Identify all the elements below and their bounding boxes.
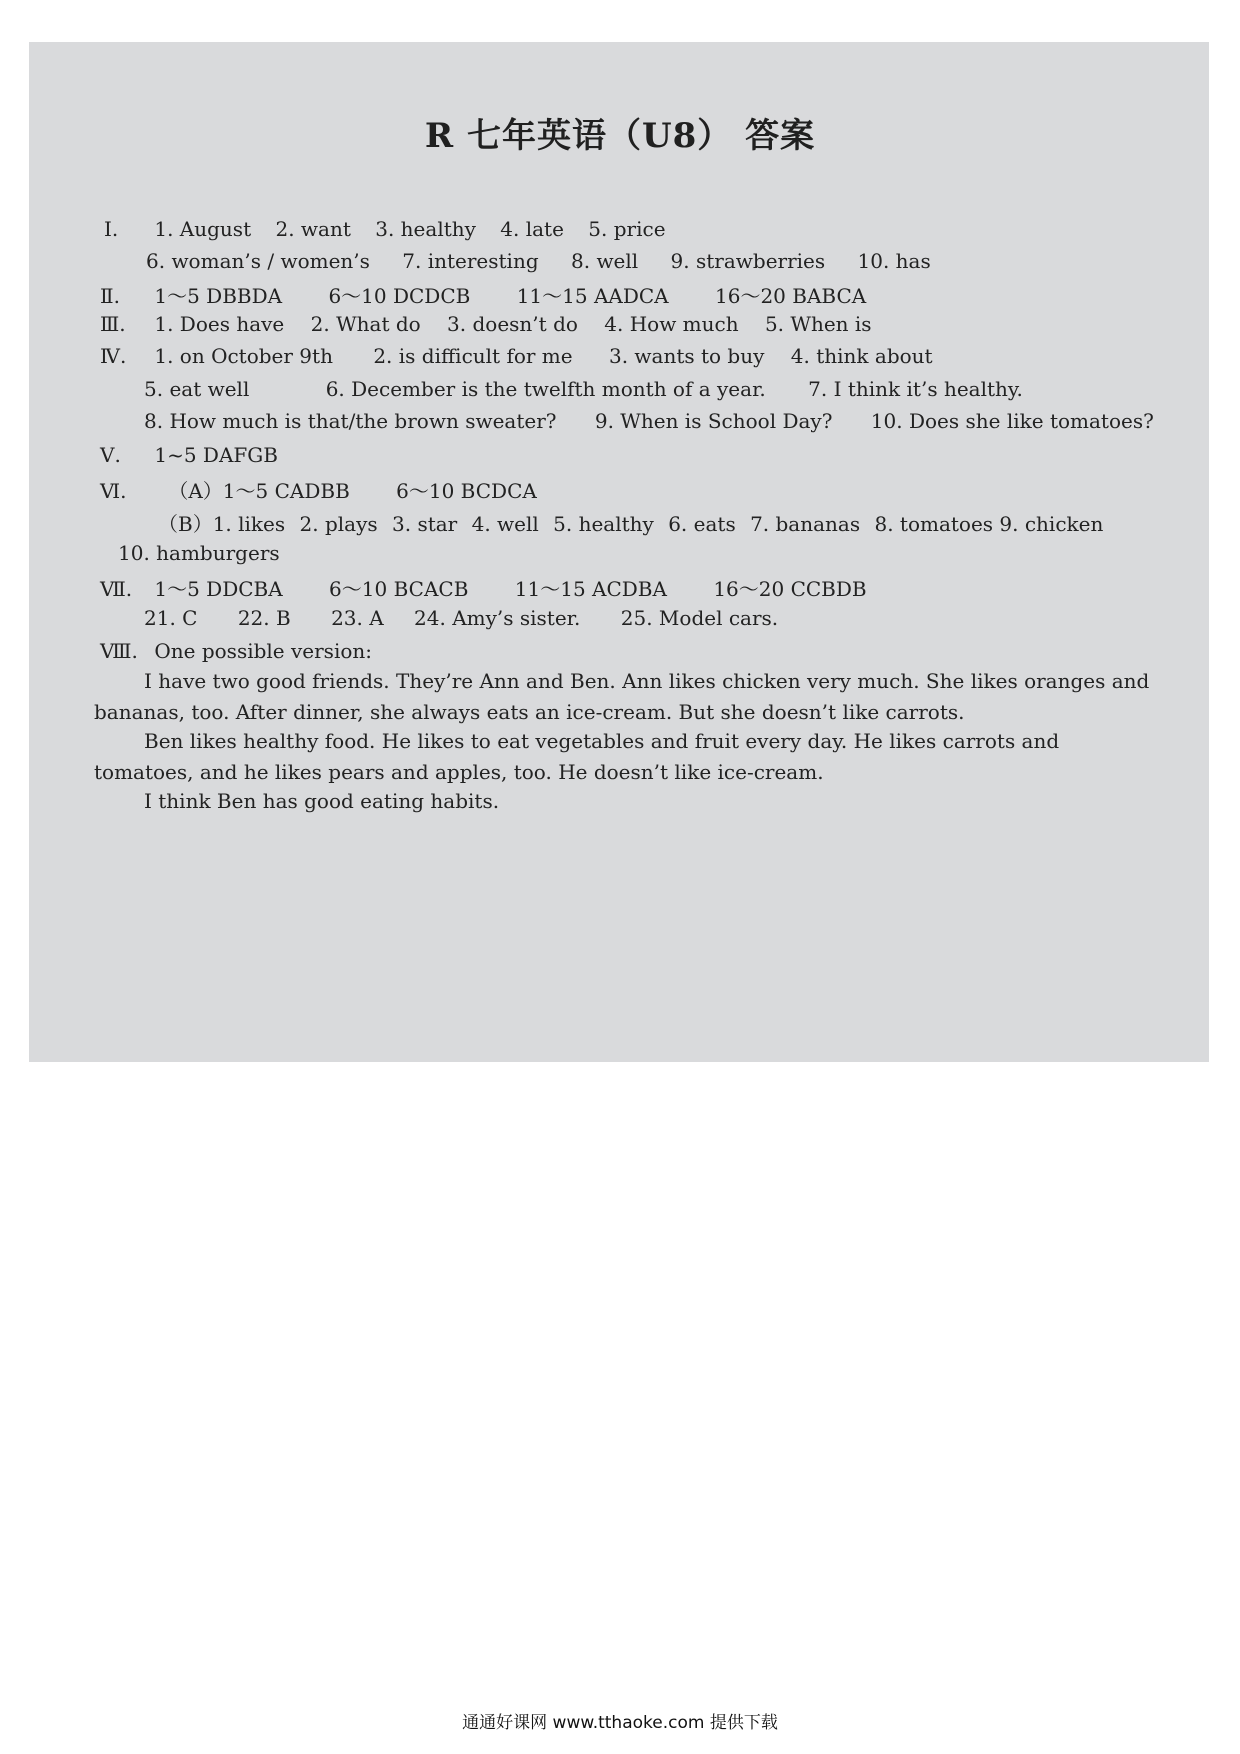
section-6-a: Ⅵ. （A）1～5 CADBB 6～10 BCDCA (100, 479, 537, 503)
footer-watermark: 通通好课网 www.tthaoke.com 提供下载 (462, 1713, 778, 1733)
section-7-line-2: 21. C 22. B 23. A 24. Amy’s sister. 25. Model cars. (144, 606, 779, 630)
section-4-line-2: 5. eat well 6. December is the twelfth month of a year. 7. I think it’s healthy. (144, 377, 1023, 401)
section-6-b: （B）1. likes 2. plays 3. star 4. well 5. healthy 6. eats 7. bananas 8. tomatoes 9. chicken (158, 512, 1104, 536)
section-5: Ⅴ. 1~5 DAFGB (100, 443, 278, 467)
section-1-line-2: 6. woman’s / women’s 7. interesting 8. well 9. strawberries 10. has (146, 249, 931, 273)
essay-paragraph-2: Ben likes healthy food. He likes to eat vegetables and fruit every day. He likes carrots and tomatoes, and he likes pears and apples, too. He doesn’t like ice-cream. (94, 729, 1060, 784)
section-6-b-cont: 10. hamburgers (118, 541, 280, 565)
section-2: Ⅱ. 1～5 DBBDA 6～10 DCDCB 11～15 AADCA 16～20 BABCA (100, 284, 867, 308)
section-4-line-3: 8. How much is that/the brown sweater? 9. When is School Day? 10. Does she like tomatoes? (144, 409, 1154, 433)
section-3: Ⅲ. 1. Does have 2. What do 3. doesn’t do 4. How much 5. When is (100, 312, 872, 336)
section-7-line-1: Ⅶ. 1～5 DDCBA 6～10 BCACB 11～15 ACDBA 16～20 CCBDB (100, 577, 867, 601)
page-title: R 七年英语（U8） 答案 (424, 116, 816, 156)
essay-paragraph-3: I think Ben has good eating habits. (144, 789, 500, 813)
section-8-intro: Ⅷ. One possible version: (100, 639, 373, 663)
section-1-line-1: Ⅰ. 1. August 2. want 3. healthy 4. late 5. price (104, 217, 666, 241)
essay-paragraph-1: I have two good friends. They’re Ann and Ben. Ann likes chicken very much. She likes oranges and bananas, too. After dinner, she always eats an ice-cream. But she doesn’t like carrots. (94, 669, 1150, 724)
section-4-line-1: Ⅳ. 1. on October 9th 2. is difficult for me 3. wants to buy 4. think about (100, 344, 933, 368)
